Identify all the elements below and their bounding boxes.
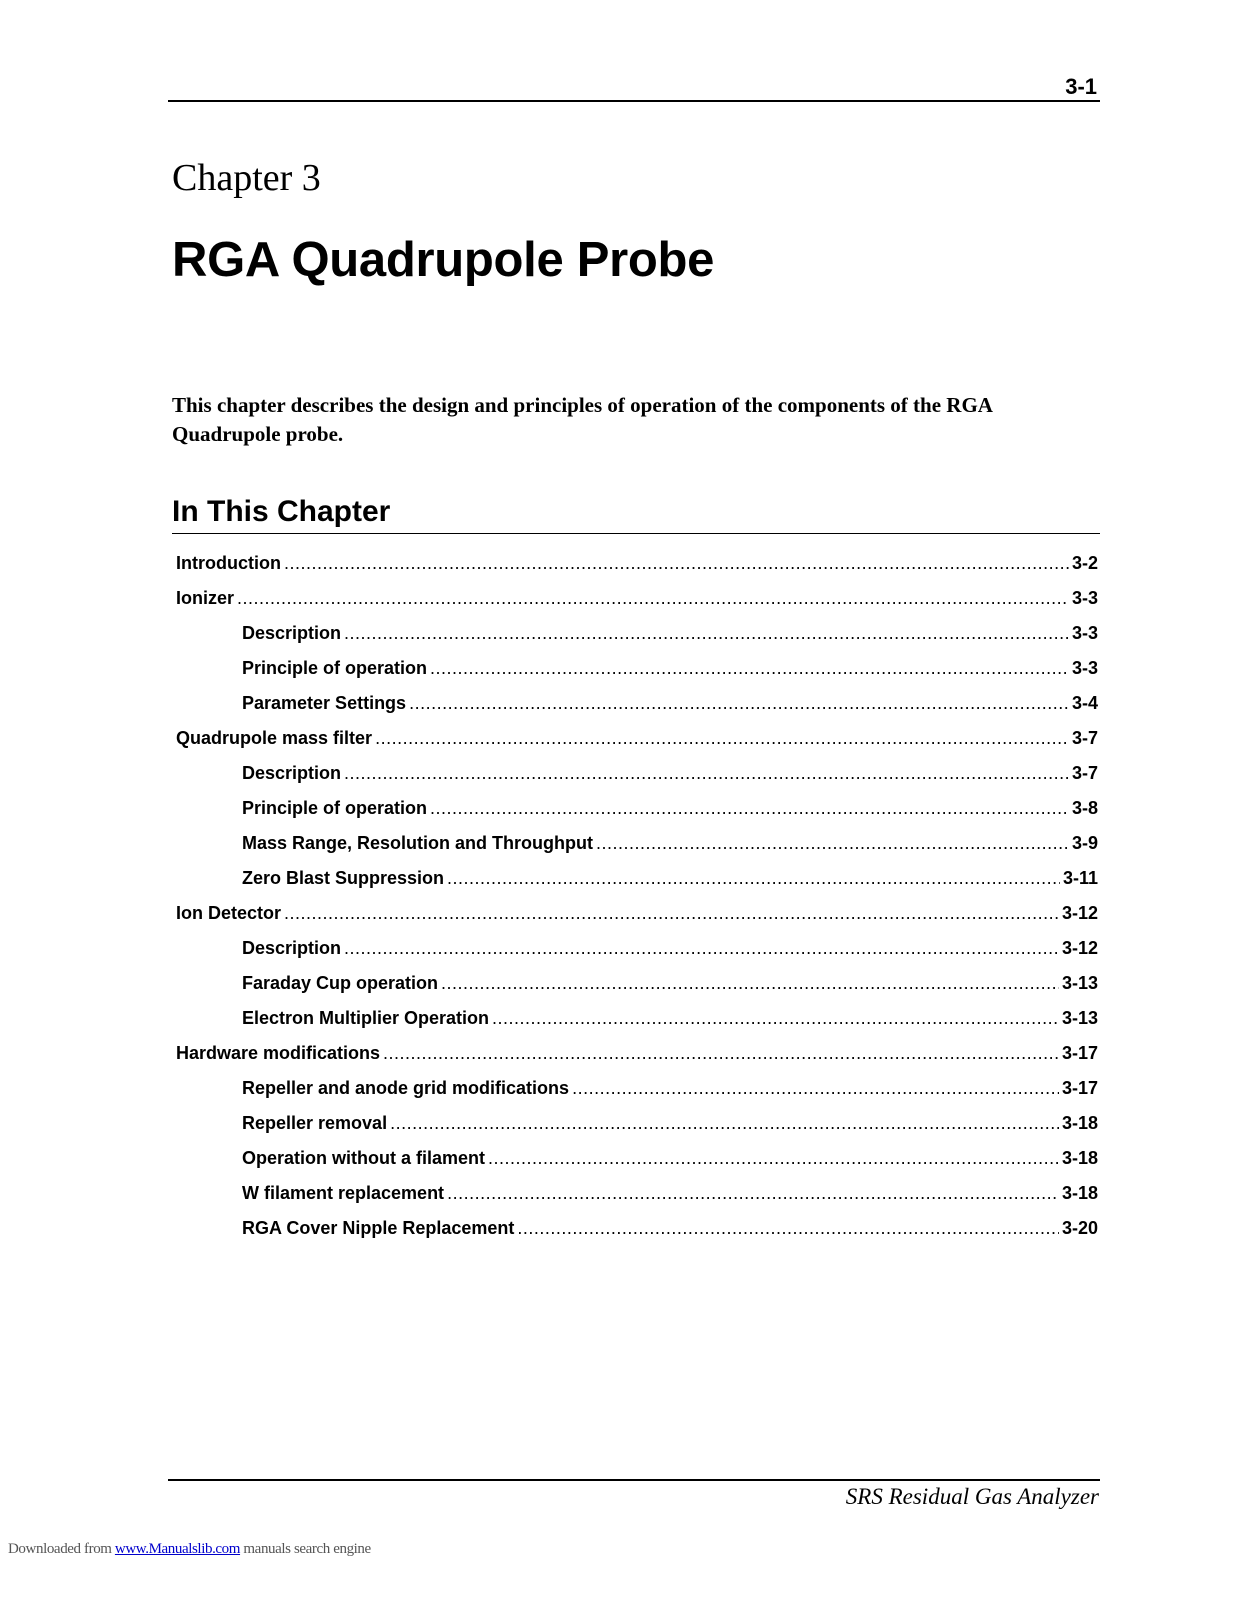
toc-dot-leader: [492, 1008, 1059, 1029]
toc-dot-leader: [344, 623, 1069, 644]
toc-entry-label: RGA Cover Nipple Replacement: [242, 1218, 515, 1238]
toc-entry-page: 3-3: [1071, 588, 1098, 608]
toc-entry-label: Ion Detector: [176, 903, 282, 923]
toc-dot-leader: [375, 728, 1069, 749]
toc-entry[interactable]: [176, 868, 1098, 903]
download-note: [8, 1541, 371, 1558]
toc-entry-page: 3-18: [1061, 1183, 1098, 1203]
toc-entry-label: Operation without a filament: [242, 1148, 486, 1168]
toc-dot-leader: [441, 973, 1059, 994]
toc-entry[interactable]: [176, 1043, 1098, 1078]
toc-entry[interactable]: [176, 553, 1098, 588]
toc-entry-label: Principle of operation: [242, 658, 428, 678]
toc-entry-label: Description: [242, 763, 342, 783]
toc-dot-leader: [344, 938, 1059, 959]
toc-entry-label: Zero Blast Suppression: [242, 868, 445, 888]
toc-entry-page: 3-7: [1071, 763, 1098, 783]
chapter-title: RGA Quadrupole Probe: [172, 233, 715, 287]
toc-entry-page: 3-7: [1071, 728, 1098, 748]
toc-entry[interactable]: [176, 903, 1098, 938]
toc-dot-leader: [430, 658, 1069, 679]
toc-entry-page: 3-2: [1071, 553, 1098, 573]
toc-entry[interactable]: [176, 938, 1098, 973]
toc-entry-label: Description: [242, 938, 342, 958]
toc-entry[interactable]: [176, 833, 1098, 868]
download-suffix: manuals search engine: [240, 1541, 371, 1557]
toc-entry-label: Description: [242, 623, 342, 643]
toc-entry-page: 3-12: [1061, 938, 1098, 958]
toc-entry[interactable]: [176, 798, 1098, 833]
toc-entry-label: Ionizer: [176, 588, 235, 608]
toc-entry-label: Parameter Settings: [242, 693, 407, 713]
download-prefix: Downloaded from: [8, 1541, 115, 1557]
toc-dot-leader: [596, 833, 1069, 854]
toc-dot-leader: [383, 1043, 1059, 1064]
toc-heading: In This Chapter: [172, 495, 391, 528]
header-rule: [168, 100, 1100, 102]
footer-title: SRS Residual Gas Analyzer: [845, 1484, 1099, 1509]
toc-dot-leader: [488, 1148, 1059, 1169]
toc-entry-page: 3-18: [1061, 1113, 1098, 1133]
toc-dot-leader: [344, 763, 1069, 784]
toc-dot-leader: [447, 868, 1060, 889]
toc-dot-leader: [430, 798, 1069, 819]
toc-entry-label: Mass Range, Resolution and Throughput: [242, 833, 593, 853]
page-number: 3-1: [1065, 74, 1097, 99]
toc-entry-page: 3-17: [1061, 1078, 1098, 1098]
toc-entry-page: 3-9: [1071, 833, 1098, 853]
toc-dot-leader: [390, 1113, 1059, 1134]
toc-entry-label: Hardware modifications: [176, 1043, 381, 1063]
toc-dot-leader: [237, 588, 1069, 609]
toc-heading-rule: [172, 533, 1100, 534]
toc-entry-page: 3-3: [1071, 623, 1098, 643]
toc-dot-leader: [517, 1218, 1059, 1239]
toc-dot-leader: [572, 1078, 1059, 1099]
toc-dot-leader: [409, 693, 1069, 714]
toc-entry[interactable]: [176, 728, 1098, 763]
toc-entry-page: 3-18: [1061, 1148, 1098, 1168]
chapter-intro: This chapter describes the design and principles of operation of the components of the RGA Quadrupole probe.: [172, 393, 992, 446]
toc-entry[interactable]: [176, 588, 1098, 623]
toc-entry-label: Repeller removal: [242, 1113, 388, 1133]
toc-entry-page: 3-13: [1061, 973, 1098, 993]
toc-entry-page: 3-3: [1071, 658, 1098, 678]
toc-entry-label: Faraday Cup operation: [242, 973, 439, 993]
toc-entry[interactable]: [176, 1218, 1098, 1253]
table-of-contents: [176, 553, 1098, 1253]
toc-entry[interactable]: [176, 623, 1098, 658]
toc-entry-label: Principle of operation: [242, 798, 428, 818]
toc-entry[interactable]: [176, 763, 1098, 798]
toc-entry[interactable]: [176, 1008, 1098, 1043]
toc-entry-page: 3-12: [1061, 903, 1098, 923]
manualslib-link[interactable]: www.Manualslib.com: [114, 1541, 241, 1557]
toc-entry[interactable]: [176, 1113, 1098, 1148]
toc-entry-label: W filament replacement: [242, 1183, 445, 1203]
footer-rule: [168, 1479, 1100, 1481]
toc-entry-page: 3-4: [1071, 693, 1098, 713]
toc-entry-page: 3-20: [1061, 1218, 1098, 1238]
toc-dot-leader: [284, 553, 1069, 574]
toc-entry[interactable]: [176, 658, 1098, 693]
toc-entry[interactable]: [176, 693, 1098, 728]
toc-entry-page: 3-8: [1071, 798, 1098, 818]
toc-entry-label: Electron Multiplier Operation: [242, 1008, 490, 1028]
toc-entry[interactable]: [176, 973, 1098, 1008]
toc-entry[interactable]: [176, 1148, 1098, 1183]
toc-entry[interactable]: [176, 1183, 1098, 1218]
toc-dot-leader: [447, 1183, 1059, 1204]
toc-entry-label: Repeller and anode grid modifications: [242, 1078, 570, 1098]
toc-entry-label: Quadrupole mass filter: [176, 728, 373, 748]
toc-entry[interactable]: [176, 1078, 1098, 1113]
toc-entry-page: 3-17: [1061, 1043, 1098, 1063]
toc-entry-page: 3-13: [1061, 1008, 1098, 1028]
chapter-label: Chapter 3: [172, 157, 321, 199]
toc-dot-leader: [284, 903, 1059, 924]
toc-entry-page: 3-11: [1062, 868, 1098, 888]
toc-entry-label: Introduction: [176, 553, 281, 573]
